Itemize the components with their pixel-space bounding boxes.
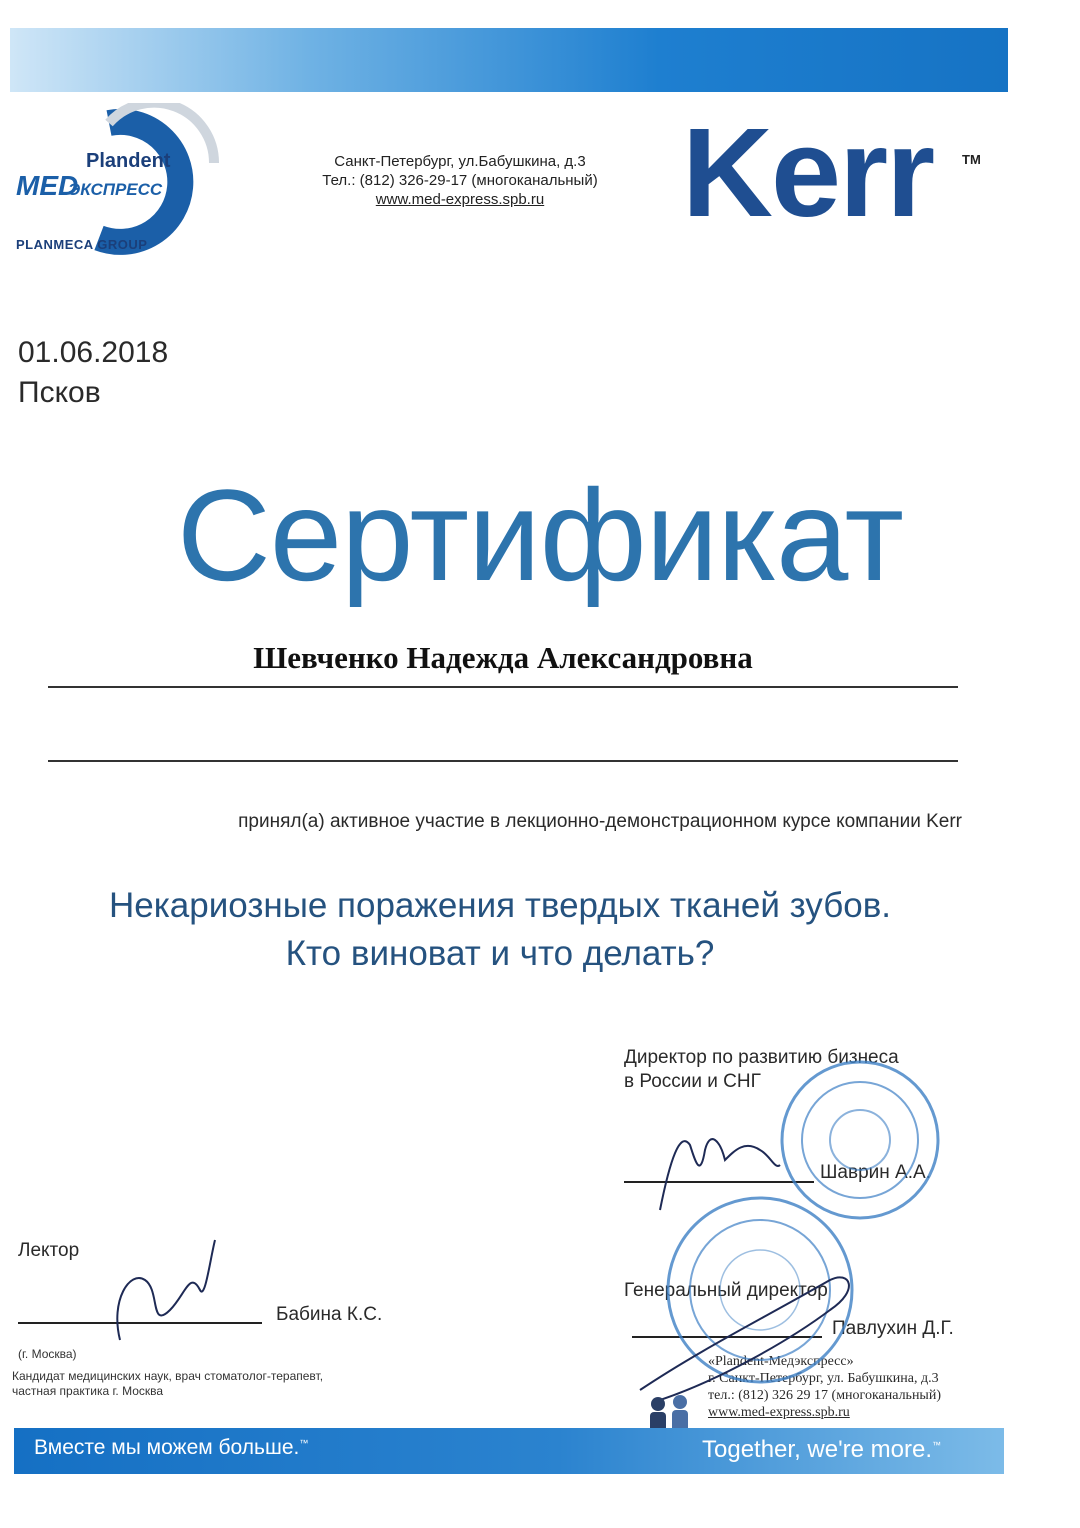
lector-desc-line2: частная практика г. Москва [12,1384,164,1398]
director-role-line2: в России и СНГ [624,1071,761,1092]
certificate-city: Псков [18,376,101,409]
lector-description [12,1369,392,1399]
participation-text: принял(а) активное участие в лекционно-демонстрационном курсе компании Kerr [238,811,962,832]
lector-name: Бабина К.С. [276,1304,383,1325]
slogan-russian: Вместе мы можем больше.™ [34,1436,309,1459]
recipient-underline [48,686,958,688]
company-address: г. Санкт-Петербург, ул. Бабушкина, д.3 [708,1371,939,1386]
lector-signature-line [18,1322,262,1324]
kerr-trademark: TM [962,152,981,167]
course-title-line1: Некариозные поражения твердых тканей зубов. [108,886,892,925]
logo-swoosh-icon [14,103,229,258]
planmeca-group-label: PLANMECA GROUP [16,237,148,252]
med-express-logo [14,103,229,258]
certificate-title: Сертификат [176,462,904,608]
stamp-icon [660,1030,970,1420]
blank-underline [48,760,958,762]
logo-plandent-text: Plandent [86,150,171,172]
recipient-name: Шевченко Надежда Александровна [253,640,753,675]
company-phone: тел.: (812) 326 29 17 (многоканальный) [708,1388,941,1403]
slogan-english: Together, we're more.™ [702,1436,942,1463]
lector-city: (г. Москва) [18,1347,77,1361]
general-director-name: Павлухин Д.Г. [832,1318,954,1339]
address-url: www.med-express.spb.ru [375,191,545,208]
certificate-date: 01.06.2018 [18,336,169,369]
top-color-bar [10,28,1008,92]
address-phone: Тел.: (812) 326-29-17 (многоканальный) [322,172,598,189]
company-url: www.med-express.spb.ru [708,1405,850,1420]
director-name: Шаврин А.А. [820,1162,931,1183]
company-name: «Plandent-Медэкспресс» [708,1354,854,1369]
general-director-role: Генеральный директор [624,1280,828,1301]
address-street: Санкт-Петербург, ул.Бабушкина, д.3 [334,153,586,170]
course-title-line2: Кто виноват и что делать? [285,934,715,973]
stamps [660,1030,970,1420]
logo-express-text: ЭКСПРЕСС [68,180,163,199]
header-address [300,152,620,209]
kerr-logo: Kerr [682,102,934,243]
director-role-line1: Директор по развитию бизнеса [624,1047,899,1068]
lector-role: Лектор [18,1240,80,1261]
logo-med-text: MED [16,170,79,201]
course-title [0,882,1000,978]
lector-desc-line1: Кандидат медицинских наук, врач стоматолог-терапевт, [12,1369,324,1383]
